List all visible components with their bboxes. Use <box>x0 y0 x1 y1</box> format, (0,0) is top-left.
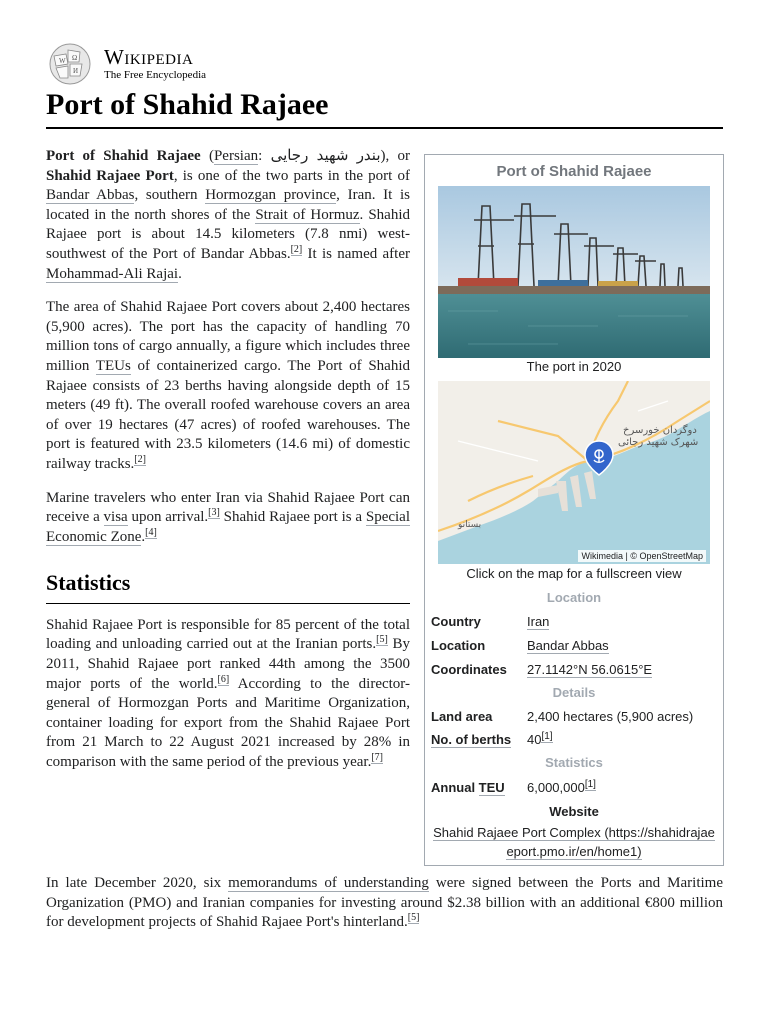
text: By 2011, Shahid Rajaee port ranked 44th among the 3500 major ports of the world. <box>46 636 410 692</box>
reference-link[interactable]: [2] <box>134 453 146 465</box>
infobox <box>424 154 724 866</box>
teu-link[interactable]: TEUs <box>95 357 131 374</box>
text: : بندر شهید رجایی), or <box>258 148 410 164</box>
land-area-value: 2,400 hectares (5,900 acres) <box>527 709 694 724</box>
travel-paragraph <box>46 489 410 548</box>
berths-value: 40 <box>527 732 542 747</box>
teu-label-link[interactable]: TEU <box>478 780 505 795</box>
location-section-header: Location <box>546 590 602 605</box>
text: upon arrival. <box>127 509 209 526</box>
section-divider <box>46 603 410 604</box>
text: , southern <box>134 187 206 204</box>
bold-term: Port of Shahid Rajaee <box>46 148 201 164</box>
berths-row <box>431 732 719 747</box>
land-area-row <box>431 709 719 724</box>
text: Marine travelers who enter Iran via Shahid Rajaee Port can receive a <box>46 489 410 526</box>
location-label: Location <box>431 638 486 653</box>
text: According to the director-general of Hormozgan Ports and Maritime Organization, container loading for export from the Shahid Rajaee Port from 21 March to 22 August 2021 increased by 28% in comparison with the same period of the previous year. <box>46 675 410 771</box>
page-title: Port of Shahid Rajaee <box>46 88 329 121</box>
text: Shahid Rajaee port is a <box>219 509 366 526</box>
text: . <box>141 528 146 545</box>
port-photo[interactable] <box>438 186 710 358</box>
coordinates-label: Coordinates <box>431 662 507 677</box>
statistics-heading: Statistics <box>46 570 131 596</box>
map-place-label: دوگردان خورسرخ <box>623 425 697 436</box>
statistics-section-header: Statistics <box>545 755 603 770</box>
reference-link[interactable]: [3] <box>208 507 220 519</box>
wordmark[interactable] <box>104 47 206 81</box>
location-link[interactable]: Bandar Abbas <box>527 638 609 653</box>
site-header <box>46 42 206 86</box>
brand-name: Wikipedia <box>104 45 194 69</box>
country-link[interactable]: Iran <box>527 614 550 629</box>
location-map[interactable] <box>438 381 710 564</box>
map-place-label: شهرک شهید رجائی <box>618 437 699 448</box>
reference-link[interactable]: [6] <box>217 673 230 685</box>
text: were signed between the Ports and Maritime Organization (PMO) and Iranian companies for investing around $2.38 billion with an additional €800 million for development projects of Shahid Rajaee Port's hinterland. <box>46 875 723 931</box>
svg-text:И: И <box>73 67 79 75</box>
reference-link[interactable]: [1] <box>584 778 596 790</box>
reference-link[interactable]: [1] <box>541 730 553 742</box>
text: ( <box>200 148 214 164</box>
visa-link[interactable]: visa <box>103 509 128 526</box>
mou-link[interactable]: memorandums of understanding <box>228 875 429 891</box>
bandar-abbas-link[interactable]: Bandar Abbas <box>46 187 135 204</box>
text: In late December 2020, six <box>46 875 229 891</box>
annual-teu-row <box>431 780 719 795</box>
sez-link[interactable]: Special Economic Zone <box>46 509 411 545</box>
article-body <box>46 147 410 787</box>
statistics-paragraph <box>46 616 410 773</box>
strait-of-hormuz-link[interactable]: Strait of Hormuz <box>255 206 360 223</box>
persian-link[interactable]: Persian <box>213 148 259 164</box>
annual-label: Annual <box>431 780 479 795</box>
text: Shahid Rajaee Port is responsible for 85 percent of the total loading and unloading carried out at the Iranian ports. <box>46 616 410 653</box>
text: of containerized cargo. The Port of Shahid Rajaee consists of 23 berths having alongside depth of 15 meters (49 ft). The overall roofed warehouse covers an area of over 19 hectares (47 acres) of roofed warehouses. The port is featured with 23.5 kilometers (14.6 mi) of domestic railway tracks. <box>46 357 410 472</box>
photo-caption: The port in 2020 <box>526 359 622 374</box>
reference-link[interactable]: [5] <box>407 912 420 924</box>
intro-paragraph <box>46 147 410 284</box>
website-label: Website <box>549 804 599 819</box>
rajai-link[interactable]: Mohammad-Ali Rajai <box>46 265 179 282</box>
text: . Shahid Rajaee port is about 14.5 kilometers (7.8 nmi) west-southwest of the Port of Bandar Abbas. <box>46 206 410 262</box>
teu-value: 6,000,000 <box>527 780 585 795</box>
text: It is named after <box>302 245 410 262</box>
text: , is one of the two parts in the port of <box>173 167 410 184</box>
title-divider <box>46 127 723 129</box>
hormozgan-link[interactable]: Hormozgan province <box>205 187 337 204</box>
map-attribution[interactable]: Wikimedia | © OpenStreetMap <box>578 550 706 562</box>
reference-link[interactable]: [2] <box>290 243 303 255</box>
svg-text:W: W <box>59 57 66 65</box>
area-paragraph <box>46 298 410 474</box>
map-caption: Click on the map for a fullscreen view <box>466 566 682 581</box>
coordinates-row <box>431 662 719 677</box>
reference-link[interactable]: [5] <box>376 634 388 646</box>
mou-paragraph <box>46 874 723 933</box>
reference-link[interactable]: [4] <box>145 526 157 538</box>
berths-label-link[interactable]: No. of berths <box>431 732 512 747</box>
infobox-title: Port of Shahid Rajaee <box>496 163 652 180</box>
bold-term: Shahid Rajaee Port <box>46 167 174 184</box>
text: The area of Shahid Rajaee Port covers about 2,400 hectares (5,900 acres). The port has the capacity of handling 70 million tons of cargo annually, a figure which includes three million <box>46 299 410 374</box>
location-row <box>431 638 719 653</box>
reference-link[interactable]: [7] <box>371 752 383 764</box>
text: , Iran. It is located in the north shores of the <box>46 187 410 223</box>
map-place-label: بستانو <box>458 520 482 530</box>
wikipedia-globe-icon[interactable] <box>46 42 94 86</box>
country-row <box>431 614 719 629</box>
svg-text:Ω: Ω <box>72 54 78 62</box>
website-link[interactable]: Shahid Rajaee Port Complex (https://shahidrajaeeport.pmo.ir/en/home1) <box>433 825 715 859</box>
coordinates-link[interactable]: 27.1142°N 56.0615°E <box>527 662 653 677</box>
country-label: Country <box>431 614 481 629</box>
land-area-label: Land area <box>431 709 493 724</box>
details-section-header: Details <box>552 685 596 700</box>
text: . <box>178 265 182 282</box>
brand-tagline: The Free Encyclopedia <box>104 69 207 81</box>
